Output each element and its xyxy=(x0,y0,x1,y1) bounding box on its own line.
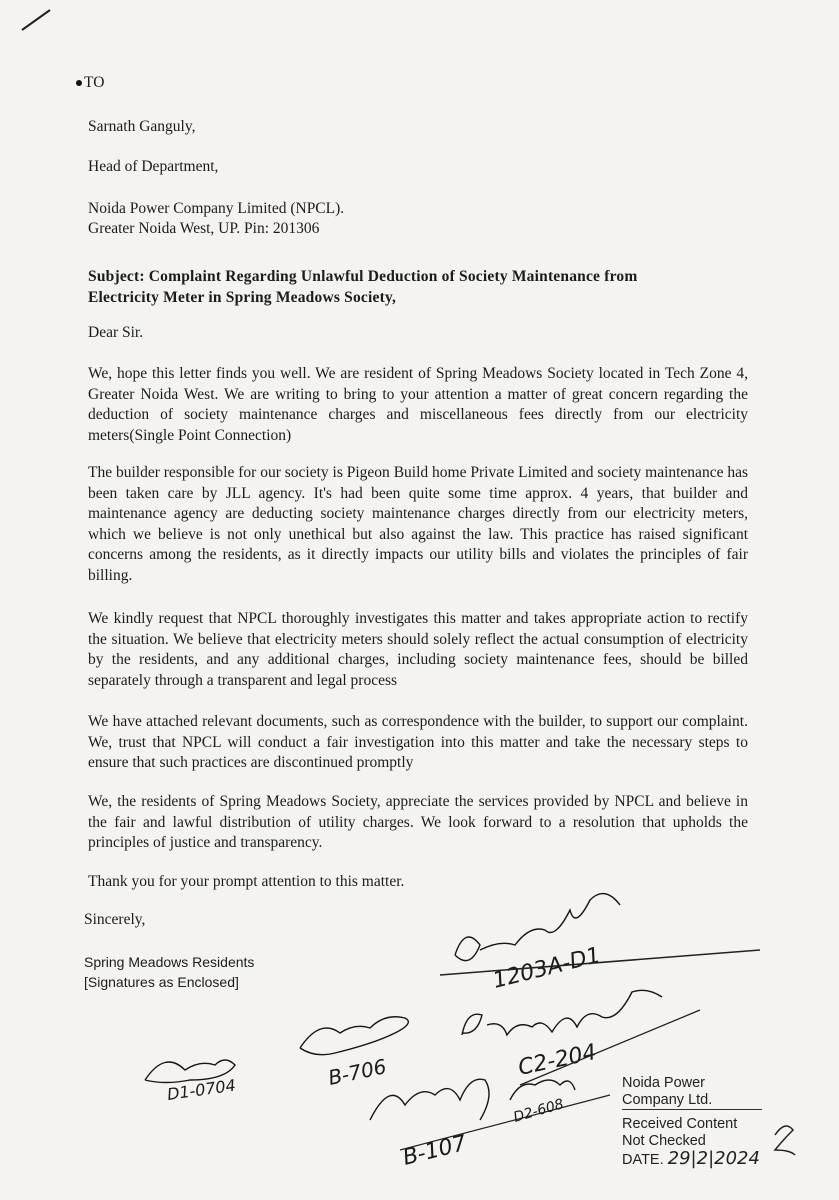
recipient-name: Sarnath Ganguly, xyxy=(88,118,196,135)
stray-pen-mark xyxy=(22,10,50,30)
signature-d1-0704 xyxy=(145,1060,237,1104)
paragraph-3: We kindly request that NPCL thoroughly investigates this matter and takes appropriate action to rectify the situation. We believe that electricity meters should solely reflect the actual consumption of electricity by the residents, and any additional charges, including society maintenance fees, should be billed separately through a transparent and legal process xyxy=(88,610,748,689)
stamp-initial-scribble xyxy=(775,1126,795,1155)
paragraph-4: We have attached relevant documents, such as correspondence with the builder, to support our complaint. We, trust that NPCL will conduct a fair investigation into this matter and take the necessary steps to ensure that such practices are discontinued promptly xyxy=(88,713,748,771)
address-line: Greater Noida West, UP. Pin: 201306 xyxy=(88,220,320,237)
stamp-line-2: Company Ltd. xyxy=(622,1092,713,1108)
sig-flat-b706: B-706 xyxy=(326,1054,389,1090)
thanks-line: Thank you for your prompt attention to this matter. xyxy=(88,873,405,890)
sig-flat-1203a: 1203A-D1 xyxy=(490,942,604,994)
signatures-note: [Signatures as Enclosed] xyxy=(84,974,239,990)
stamp-date-value: 29|2|2024 xyxy=(667,1148,760,1169)
sig-flat-c2-204: C2-204 xyxy=(516,1039,599,1081)
paragraph-2: The builder responsible for our society is Pigeon Build home Private Limited and society maintenance has been taken care by JLL agency. It's had been quite some time approx. 4 years, that builder and maintenance agency are deducting society maintenance charges directly from our electricity meters, which we believe is not only unethical but also against the law. This practice has raised significant concerns among the residents, as it directly impacts our utility bills and violates the principles of fair billing. xyxy=(88,464,748,584)
signature-deepak xyxy=(440,894,760,994)
company-line: Noida Power Company Limited (NPCL). xyxy=(88,200,345,217)
closing: Sincerely, xyxy=(84,911,146,928)
paragraph-5: We, the residents of Spring Meadows Society, appreciate the services provided by NPCL and believe in the fair and lawful distribution of utility charges. We look forward to a resolution that upholds the principles of justice and transparency. xyxy=(88,793,748,851)
stamp-line-4: Not Checked xyxy=(622,1133,706,1149)
signature-d2-608 xyxy=(510,1080,575,1126)
sig-flat-b107: B-107 xyxy=(400,1130,470,1171)
subject-line-2: Electricity Meter in Spring Meadows Society, xyxy=(88,289,397,306)
recipient-title: Head of Department, xyxy=(88,158,219,175)
stamp-line-3: Received Content xyxy=(622,1116,738,1132)
signature-b107 xyxy=(370,1079,610,1171)
sig-flat-d1-0704: D1-0704 xyxy=(165,1075,237,1104)
salutation: Dear Sir. xyxy=(88,324,144,341)
paragraph-1: We, hope this letter finds you well. We are resident of Spring Meadows Society located in Tech Zone 4, Greater Noida West. We are writing to bring to your attention a matter of great concern regarding the deduction of society maintenance charges and miscellaneous fees directly from our electricity meters(Single Point Connection) xyxy=(88,365,748,444)
signature-prashant xyxy=(462,990,700,1085)
to-label: TO xyxy=(76,73,104,93)
signature-b706 xyxy=(300,1017,408,1090)
received-stamp xyxy=(622,1075,762,1169)
stamp-date-row xyxy=(622,1150,762,1169)
signatory: Spring Meadows Residents xyxy=(84,954,255,970)
subject-line-1: Subject: Complaint Regarding Unlawful Deduction of Society Maintenance from xyxy=(88,268,638,285)
stamp-divider xyxy=(622,1109,762,1110)
sig-flat-d2-608: D2-608 xyxy=(511,1096,566,1126)
stamp-line-1: Noida Power xyxy=(622,1075,706,1091)
stamp-date-label: DATE. xyxy=(622,1152,664,1168)
